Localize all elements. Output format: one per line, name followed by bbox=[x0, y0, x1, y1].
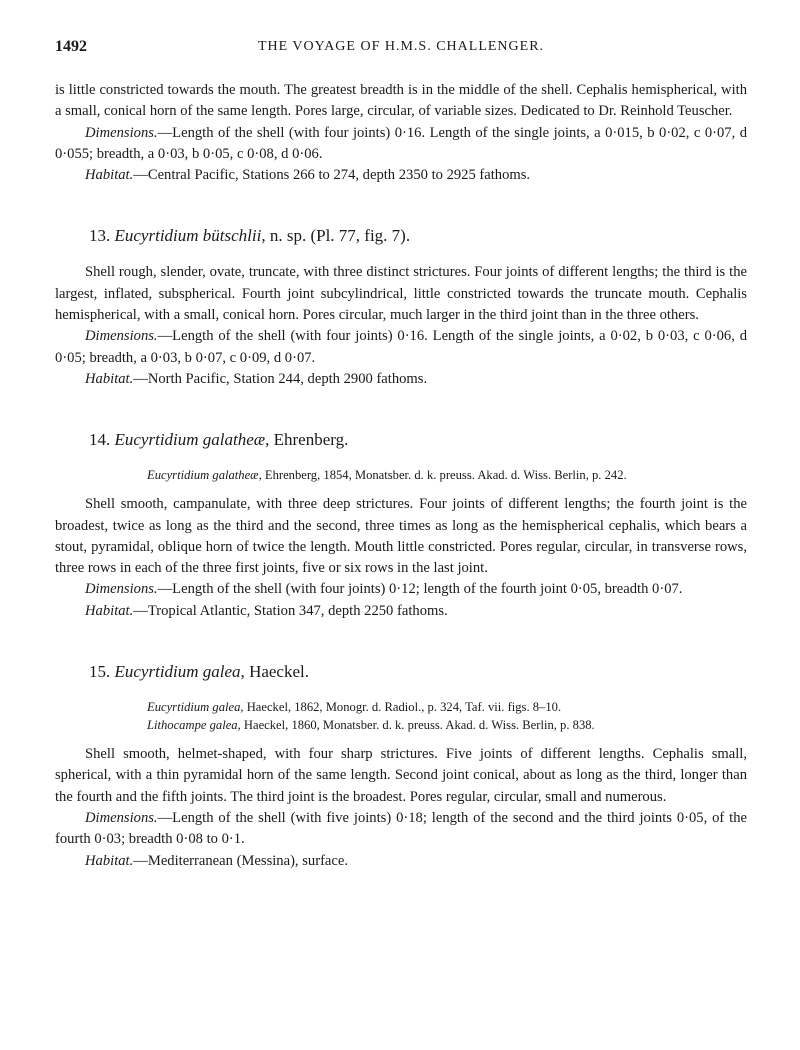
dimensions-label: Dimensions. bbox=[85, 328, 158, 345]
habitat-text: —North Pacific, Station 244, depth 2900 fathoms. bbox=[133, 370, 428, 387]
page-header bbox=[55, 38, 747, 64]
species-heading bbox=[55, 428, 747, 452]
habitat-paragraph bbox=[55, 851, 747, 872]
dimensions-label: Dimensions. bbox=[85, 809, 158, 826]
dimensions-paragraph bbox=[55, 808, 747, 851]
habitat-label: Habitat. bbox=[85, 602, 134, 619]
species-description: Shell smooth, helmet-shaped, with four sharp strictures. Five joints of different lengths. Cephalis small, spherical, with a thin pyramidal horn of the same length. Second joint conical, about as long as the third, longer than the fourth and the fifth joints. The third joint is the broadest. Pores regular, circular, small and numerous. bbox=[55, 746, 747, 805]
habitat-text: —Mediterranean (Messina), surface. bbox=[133, 852, 349, 869]
dimensions-text: —Length of the shell (with four joints) 0·16. Length of the single joints, a 0·015, b 0·02, c 0·07, d 0·055; breadth, a 0·03, b 0·05, c 0·08, d 0·06. bbox=[55, 124, 747, 162]
species-number: 14. bbox=[89, 430, 111, 450]
species-number: 15. bbox=[89, 662, 111, 682]
synonym-name: Lithocampe galea, bbox=[147, 718, 241, 733]
species-name: Eucyrtidium galatheæ, bbox=[114, 430, 270, 450]
synonym-name: Eucyrtidium galatheæ, bbox=[147, 468, 262, 483]
species-authority: Ehrenberg. bbox=[269, 430, 349, 450]
habitat-paragraph bbox=[55, 601, 747, 622]
dimensions-text: —Length of the shell (with five joints) 0·18; length of the second and the third joints 0·05, of the fourth 0·03; breadth 0·08 to 0·1. bbox=[55, 809, 747, 848]
synonym-reference: Haeckel, 1862, Monogr. d. Radiol., p. 324, Taf. vii. figs. 8–10. bbox=[243, 700, 562, 715]
habitat-text: —Tropical Atlantic, Station 347, depth 2250 fathoms. bbox=[133, 602, 448, 619]
dimensions-paragraph bbox=[55, 326, 747, 369]
species-authority: Haeckel. bbox=[244, 662, 309, 682]
synonym-reference: Haeckel, 1860, Monatsber. d. k. preuss. Akad. d. Wiss. Berlin, p. 838. bbox=[240, 718, 595, 733]
habitat-paragraph bbox=[55, 165, 747, 186]
species-heading bbox=[55, 224, 747, 248]
species-description: Shell smooth, campanulate, with three deep strictures. Four joints of different lengths; the fourth joint is the broadest, twice as long as the third and the second, three times as long as the hemispherical cephalis, which bears a stout, pyramidal, oblique horn of twice the length. Mouth little constricted. Pores regular, circular, in transverse rows, three rows in each of the three first joints, five or six rows in the last joint. bbox=[55, 496, 747, 577]
page-number: 1492 bbox=[55, 38, 87, 55]
species-authority: n. sp. (Pl. 77, fig. 7). bbox=[265, 226, 411, 246]
running-head: THE VOYAGE OF H.M.S. CHALLENGER. bbox=[257, 39, 545, 54]
synonymy-line bbox=[55, 698, 747, 716]
species-name: Eucyrtidium bütschlii, bbox=[114, 226, 266, 246]
species-name: Eucyrtidium galea, bbox=[114, 662, 245, 682]
species-description: Shell rough, slender, ovate, truncate, with three distinct strictures. Four joints of different lengths; the third is the largest, inflated, subspherical. Fourth joint subcylindrical, little constricted towards the truncate mouth. Cephalis hemispherical, with a small, conical horn. Pores circular, much larger in the third joint than in the three others. bbox=[55, 264, 747, 324]
dimensions-paragraph bbox=[55, 579, 747, 600]
habitat-text: —Central Pacific, Stations 266 to 274, depth 2350 to 2925 fathoms. bbox=[133, 167, 531, 184]
synonymy-line bbox=[55, 466, 747, 484]
synonym-reference: Ehrenberg, 1854, Monatsber. d. k. preuss. Akad. d. Wiss. Berlin, p. 242. bbox=[261, 468, 627, 483]
habitat-label: Habitat. bbox=[85, 370, 134, 387]
species-heading bbox=[55, 660, 747, 684]
dimensions-paragraph bbox=[55, 123, 747, 166]
habitat-label: Habitat. bbox=[85, 167, 134, 184]
synonym-name: Eucyrtidium galea, bbox=[147, 700, 244, 715]
habitat-label: Habitat. bbox=[85, 852, 134, 869]
synonymy-line bbox=[55, 716, 747, 734]
dimensions-label: Dimensions. bbox=[85, 124, 158, 141]
dimensions-text: —Length of the shell (with four joints) 0·16. Length of the single joints, a 0·02, b 0·03, c 0·06, d 0·05; breadth, a 0·03, b 0·07, c 0·09, d 0·07. bbox=[55, 328, 747, 366]
dimensions-label: Dimensions. bbox=[85, 581, 158, 598]
dimensions-text: —Length of the shell (with four joints) 0·12; length of the fourth joint 0·05, breadth 0·07. bbox=[157, 581, 683, 598]
habitat-paragraph bbox=[55, 369, 747, 390]
species-number: 13. bbox=[89, 226, 111, 246]
continuation-paragraph: is little constricted towards the mouth. The greatest breadth is in the middle of the shell. Cephalis hemispherical, with a small, conical horn of the same length. Pores large, circular, of variable sizes. Dedicated to Dr. Reinhold Teuscher. bbox=[55, 82, 747, 120]
